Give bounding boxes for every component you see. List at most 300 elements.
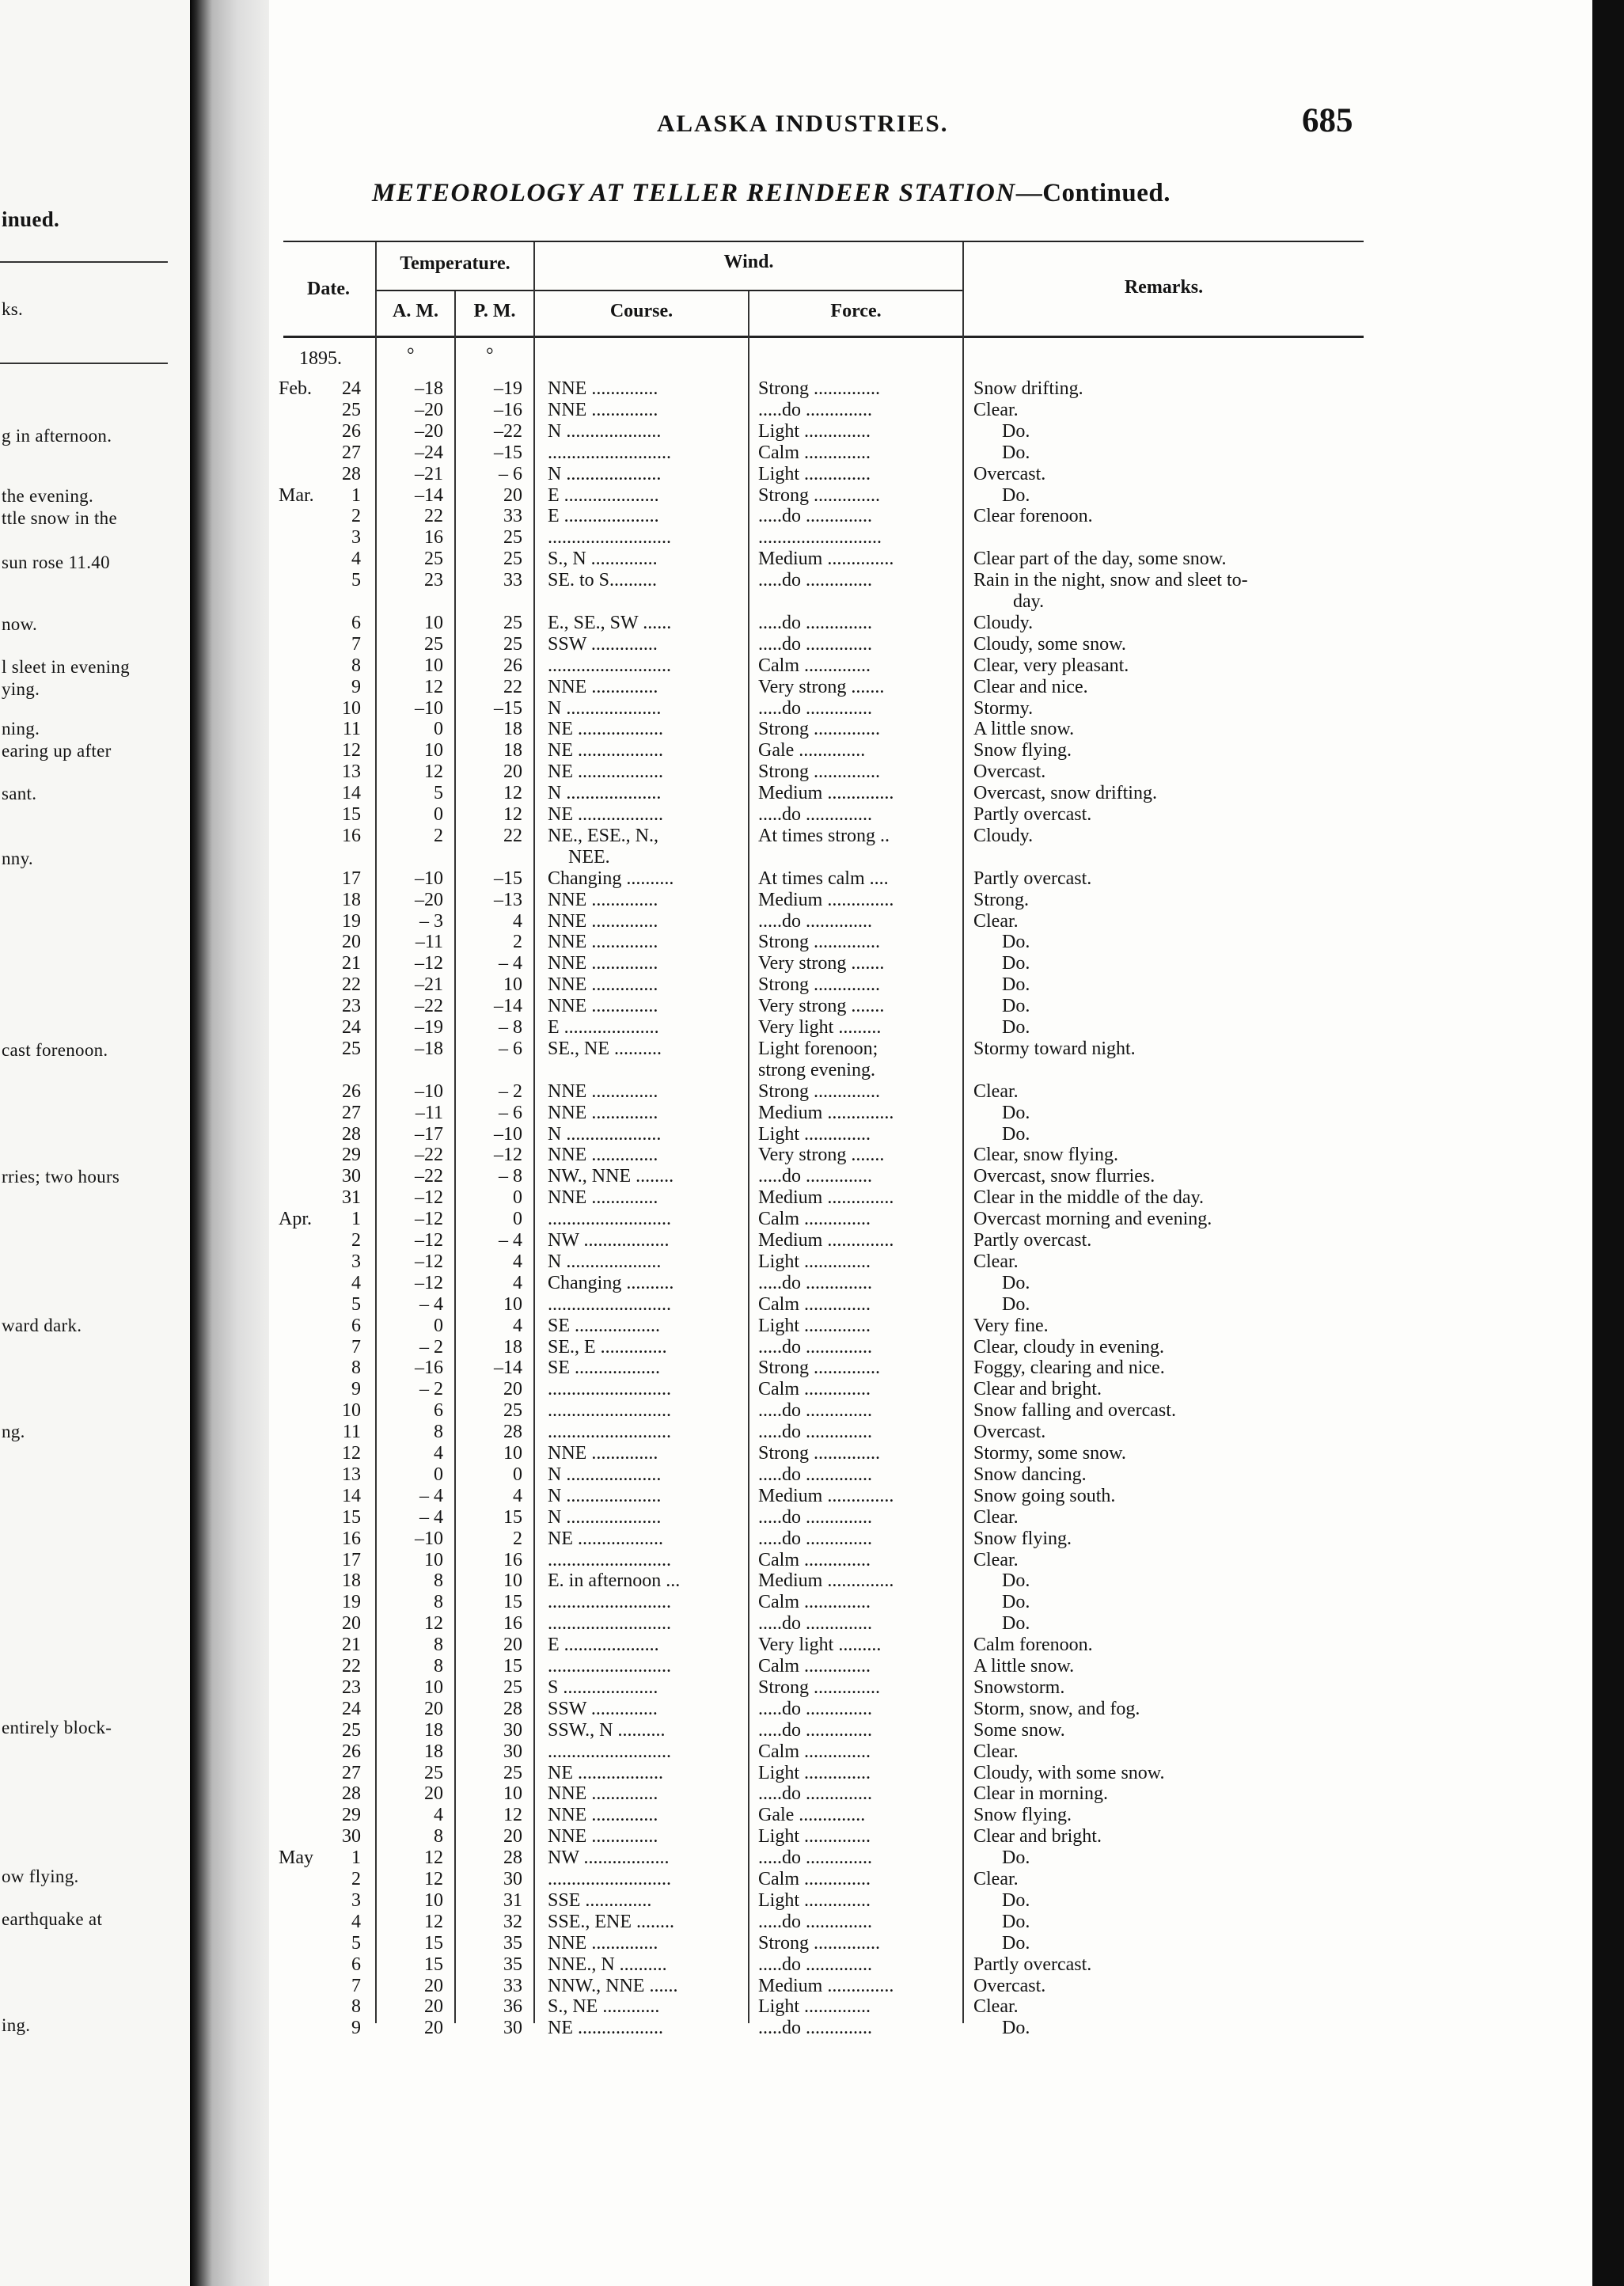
- row-day: 13: [342, 761, 361, 783]
- row-remarks: Snow dancing.: [973, 1464, 1087, 1485]
- row-temp-am: 12: [424, 676, 443, 697]
- row-wind-course: S ....................: [548, 1677, 658, 1698]
- row-wind-course: ..........................: [548, 1741, 671, 1762]
- row-temp-pm: 35: [503, 1954, 522, 1975]
- row-remarks: Clear.: [973, 399, 1019, 420]
- row-temp-pm: 31: [503, 1889, 522, 1911]
- row-wind-course: NE ..................: [548, 804, 663, 825]
- row-month: Apr.: [279, 1209, 312, 1230]
- row-temp-am: –20: [415, 420, 443, 442]
- row-temp-am: 20: [424, 1996, 443, 2018]
- row-day: 24: [342, 1017, 361, 1038]
- row-day: 10: [342, 1400, 361, 1422]
- row-remarks: Snow flying.: [973, 740, 1072, 761]
- row-wind-force: .....do ..............: [758, 1698, 872, 1719]
- row-temp-pm: 30: [503, 1869, 522, 1889]
- row-temp-pm: 30: [503, 1719, 522, 1741]
- row-temp-am: –12: [415, 1251, 443, 1272]
- row-temp-am: –10: [415, 1080, 443, 1102]
- row-month: Mar.: [279, 484, 314, 506]
- row-wind-course: N ....................: [548, 1485, 662, 1506]
- row-temp-pm: 20: [503, 761, 522, 783]
- row-wind-course: NE ..................: [548, 1762, 663, 1783]
- row-wind-force: Calm ..............: [758, 655, 871, 676]
- row-temp-pm: 28: [503, 1847, 522, 1869]
- row-wind-course: ..........................: [548, 1293, 671, 1315]
- row-temp-am: –10: [415, 1528, 443, 1549]
- row-temp-am: 4: [434, 1443, 443, 1464]
- row-wind-course: ..........................: [548, 1869, 671, 1889]
- row-wind-course: N ....................: [548, 1123, 662, 1145]
- row-wind-force: Medium ..............: [758, 783, 894, 804]
- row-temp-pm: 26: [503, 655, 522, 676]
- row-day: 29: [342, 1805, 361, 1826]
- row-temp-pm: 12: [503, 1805, 522, 1826]
- row-day: 6: [351, 1315, 361, 1336]
- header-date: Date.: [307, 279, 350, 299]
- row-wind-course: SSW., N ..........: [548, 1719, 666, 1741]
- row-remarks: Do.: [973, 442, 1030, 463]
- row-temp-am: –18: [415, 1038, 443, 1059]
- row-temp-pm: 4: [513, 1272, 522, 1293]
- row-remarks: Do.: [973, 1911, 1030, 1932]
- row-wind-course: NE ..................: [548, 2018, 663, 2039]
- row-day: 24: [342, 1698, 361, 1719]
- previous-page-line: nny.: [2, 849, 33, 868]
- row-wind-force: .....do ..............: [758, 1719, 872, 1741]
- row-temp-pm: 12: [503, 783, 522, 804]
- row-wind-course: E ....................: [548, 1635, 659, 1656]
- row-wind-course: N ....................: [548, 420, 662, 442]
- row-temp-am: 12: [424, 1847, 443, 1869]
- header-pm: P. M.: [473, 301, 516, 321]
- row-temp-pm: – 6: [499, 1102, 522, 1123]
- previous-page-line: sant.: [2, 784, 37, 803]
- row-temp-pm: 4: [513, 1485, 522, 1506]
- row-temp-am: 15: [424, 1932, 443, 1954]
- row-wind-force: Medium ..............: [758, 889, 894, 910]
- row-day: 25: [342, 1719, 361, 1741]
- row-temp-pm: –19: [494, 378, 522, 399]
- row-day: 12: [342, 740, 361, 761]
- row-temp-am: – 4: [419, 1293, 443, 1315]
- row-remarks: Clear and bright.: [973, 1379, 1102, 1400]
- row-wind-force: Calm ..............: [758, 1741, 871, 1762]
- row-day: 28: [342, 463, 361, 484]
- row-wind-course: ..........................: [548, 1592, 671, 1613]
- row-temp-am: 2: [434, 825, 443, 846]
- row-day: 3: [351, 1251, 361, 1272]
- row-day: 1: [351, 1209, 361, 1230]
- row-day: 27: [342, 1102, 361, 1123]
- row-remarks: Stormy.: [973, 697, 1034, 719]
- row-day: 4: [351, 549, 361, 570]
- row-temp-pm: –14: [494, 996, 522, 1017]
- row-temp-am: 18: [424, 1719, 443, 1741]
- row-temp-am: 8: [434, 1570, 443, 1592]
- row-day: 3: [351, 1889, 361, 1911]
- row-temp-pm: –22: [494, 420, 522, 442]
- row-remarks: Overcast.: [973, 1422, 1046, 1443]
- row-wind-force: .....do ..............: [758, 1464, 872, 1485]
- row-wind-force: At times strong ..: [758, 825, 890, 846]
- row-day: 3: [351, 527, 361, 549]
- row-remarks: Cloudy, some snow.: [973, 633, 1126, 655]
- row-temp-pm: 20: [503, 1379, 522, 1400]
- row-day: 19: [342, 910, 361, 932]
- row-temp-am: 18: [424, 1741, 443, 1762]
- previous-page-line: inued.: [2, 207, 60, 231]
- header-am: A. M.: [393, 301, 438, 321]
- row-temp-am: 8: [434, 1826, 443, 1847]
- row-remarks: Partly overcast.: [973, 1954, 1092, 1975]
- row-wind-force: .....do ..............: [758, 570, 872, 591]
- row-remarks: Some snow.: [973, 1719, 1065, 1741]
- row-month: Feb.: [279, 378, 312, 399]
- row-day: 4: [351, 1272, 361, 1293]
- row-temp-am: –11: [415, 1102, 443, 1123]
- row-day: 12: [342, 1443, 361, 1464]
- row-day: 4: [351, 1911, 361, 1932]
- row-temp-pm: 0: [513, 1209, 522, 1230]
- row-wind-force: Light ..............: [758, 463, 871, 484]
- row-remarks: Do.: [973, 1102, 1030, 1123]
- row-wind-course: NNW., NNE ......: [548, 1975, 678, 1996]
- row-wind-force: Strong ..............: [758, 932, 881, 953]
- row-wind-course: NNE ..............: [548, 1826, 658, 1847]
- row-temp-pm: 25: [503, 1400, 522, 1422]
- row-wind-force: .....do ..............: [758, 1336, 872, 1358]
- row-temp-am: 23: [424, 570, 443, 591]
- row-wind-course: N ....................: [548, 697, 662, 719]
- row-temp-am: – 4: [419, 1506, 443, 1528]
- row-day: 18: [342, 1570, 361, 1592]
- row-wind-force: .....do ..............: [758, 1506, 872, 1528]
- row-wind-course: ..........................: [548, 1549, 671, 1570]
- previous-page-line: cast forenoon.: [2, 1040, 108, 1060]
- row-temp-am: 12: [424, 1613, 443, 1635]
- row-wind-force: Medium ..............: [758, 1187, 894, 1209]
- row-wind-force: Medium ..............: [758, 1570, 894, 1592]
- row-temp-pm: 25: [503, 527, 522, 549]
- row-wind-force: .....do ..............: [758, 399, 872, 420]
- row-wind-course: NNE ..............: [548, 1783, 658, 1805]
- row-remarks: Snow flying.: [973, 1528, 1072, 1549]
- row-remarks: Snow flying.: [973, 1805, 1072, 1826]
- row-temp-am: 8: [434, 1656, 443, 1677]
- row-temp-pm: – 8: [499, 1017, 522, 1038]
- row-temp-pm: –15: [494, 697, 522, 719]
- row-temp-am: –22: [415, 1166, 443, 1187]
- previous-page-line: rries; two hours: [2, 1167, 120, 1187]
- row-day: 15: [342, 1506, 361, 1528]
- row-temp-pm: 18: [503, 1336, 522, 1358]
- row-wind-force: .....do ..............: [758, 1166, 872, 1187]
- row-remarks: Clear, very pleasant.: [973, 655, 1129, 676]
- row-remarks: Cloudy.: [973, 612, 1034, 633]
- row-day: 7: [351, 633, 361, 655]
- row-day: 7: [351, 1336, 361, 1358]
- row-wind-course: NNE ..............: [548, 910, 658, 932]
- row-remarks: Do.: [973, 1123, 1030, 1145]
- row-temp-pm: 18: [503, 719, 522, 740]
- previous-page-line: ying.: [2, 679, 40, 699]
- row-temp-pm: – 6: [499, 1038, 522, 1059]
- row-wind-course: SE., NE ..........: [548, 1038, 662, 1059]
- row-day: 1: [351, 1847, 361, 1869]
- row-remarks: Clear.: [973, 1080, 1019, 1102]
- row-day: 21: [342, 953, 361, 974]
- row-temp-am: 25: [424, 549, 443, 570]
- row-wind-force: Gale ..............: [758, 1805, 866, 1826]
- row-remarks: Clear and bright.: [973, 1826, 1102, 1847]
- scan-border-right: [1592, 0, 1624, 2286]
- row-wind-course: SSE ..............: [548, 1889, 652, 1911]
- row-temp-pm: 20: [503, 1826, 522, 1847]
- row-remarks: Rain in the night, snow and sleet to-: [973, 570, 1248, 591]
- row-wind-force: Very light .........: [758, 1017, 882, 1038]
- row-temp-am: 15: [424, 1954, 443, 1975]
- row-remarks: Snow going south.: [973, 1485, 1116, 1506]
- row-day: 26: [342, 1741, 361, 1762]
- row-temp-pm: 36: [503, 1996, 522, 2018]
- row-temp-am: –14: [415, 484, 443, 506]
- row-wind-force: At times calm ....: [758, 868, 889, 889]
- row-wind-course: SE., E ..............: [548, 1336, 667, 1358]
- row-remarks: Do.: [973, 1613, 1030, 1635]
- row-day: 17: [342, 1549, 361, 1570]
- row-wind-force: Strong ..............: [758, 1443, 881, 1464]
- row-temp-am: 10: [424, 612, 443, 633]
- col-rule-force: [962, 242, 964, 2023]
- row-temp-am: –21: [415, 974, 443, 996]
- row-temp-am: 10: [424, 1677, 443, 1698]
- row-temp-pm: –13: [494, 889, 522, 910]
- row-day: 9: [351, 1379, 361, 1400]
- row-temp-pm: 15: [503, 1656, 522, 1677]
- row-remarks: Clear.: [973, 1741, 1019, 1762]
- row-temp-am: –20: [415, 399, 443, 420]
- row-remarks: Clear, cloudy in evening.: [973, 1336, 1164, 1358]
- row-remarks: Do.: [973, 1592, 1030, 1613]
- row-temp-am: –12: [415, 953, 443, 974]
- row-wind-course: ..........................: [548, 1400, 671, 1422]
- row-wind-force-continued: strong evening.: [758, 1059, 875, 1080]
- row-wind-force: .....do ..............: [758, 1528, 872, 1549]
- row-wind-course: E ....................: [548, 506, 659, 527]
- row-wind-force: Very light .........: [758, 1635, 882, 1656]
- row-temp-am: 20: [424, 1975, 443, 1996]
- row-remarks: Clear.: [973, 1869, 1019, 1889]
- row-day: 31: [342, 1187, 361, 1209]
- row-temp-am: 20: [424, 2018, 443, 2039]
- row-remarks: Partly overcast.: [973, 804, 1092, 825]
- row-temp-pm: 28: [503, 1698, 522, 1719]
- previous-page-line: l sleet in evening: [2, 657, 130, 677]
- row-temp-am: 12: [424, 761, 443, 783]
- row-remarks: A little snow.: [973, 719, 1075, 740]
- row-day: 2: [351, 506, 361, 527]
- row-day: 30: [342, 1826, 361, 1847]
- previous-page-line: ning.: [2, 719, 40, 739]
- row-wind-force: .....do ..............: [758, 1613, 872, 1635]
- row-day: 24: [342, 378, 361, 399]
- table-title-main: METEOROLOGY AT TELLER REINDEER STATION: [372, 179, 1016, 207]
- row-remarks: Snowstorm.: [973, 1677, 1065, 1698]
- row-wind-course: NW ..................: [548, 1230, 670, 1251]
- row-remarks: Do.: [973, 2018, 1030, 2039]
- row-temp-am: 0: [434, 804, 443, 825]
- row-temp-am: 12: [424, 1869, 443, 1889]
- row-wind-force: Strong ..............: [758, 974, 881, 996]
- row-remarks: Foggy, clearing and nice.: [973, 1358, 1165, 1379]
- row-wind-course: SE ..................: [548, 1358, 661, 1379]
- row-temp-am: 20: [424, 1783, 443, 1805]
- row-remarks: Do.: [973, 932, 1030, 953]
- table-title: [372, 179, 1171, 208]
- row-day: 11: [342, 719, 361, 740]
- row-temp-pm: – 2: [499, 1080, 522, 1102]
- row-remarks: Clear, snow flying.: [973, 1145, 1119, 1166]
- row-temp-pm: 20: [503, 1635, 522, 1656]
- row-wind-force: .....do ..............: [758, 1954, 872, 1975]
- row-wind-force: Calm ..............: [758, 1656, 871, 1677]
- row-wind-course: NE ..................: [548, 719, 663, 740]
- row-temp-am: –19: [415, 1017, 443, 1038]
- row-wind-course: NNE ..............: [548, 932, 658, 953]
- row-temp-am: – 3: [419, 910, 443, 932]
- row-wind-course: ..........................: [548, 1422, 671, 1443]
- row-temp-am: –16: [415, 1358, 443, 1379]
- row-day: 8: [351, 655, 361, 676]
- row-temp-am: 0: [434, 1464, 443, 1485]
- row-remarks: Do.: [973, 1932, 1030, 1954]
- row-wind-force: Very strong .......: [758, 676, 885, 697]
- row-day: 20: [342, 932, 361, 953]
- row-wind-course: ..........................: [548, 442, 671, 463]
- row-temp-pm: –14: [494, 1358, 522, 1379]
- row-wind-force: Calm ..............: [758, 1209, 871, 1230]
- row-remarks: Do.: [973, 1570, 1030, 1592]
- row-temp-am: –10: [415, 697, 443, 719]
- degree-mark-am: °: [407, 345, 415, 366]
- row-day: 10: [342, 697, 361, 719]
- previous-page-line: entirely block-: [2, 1718, 112, 1737]
- row-temp-am: 10: [424, 1889, 443, 1911]
- row-wind-course: Changing ..........: [548, 868, 674, 889]
- row-temp-am: 10: [424, 655, 443, 676]
- previous-page-fragment: [0, 0, 190, 2286]
- row-day: 19: [342, 1592, 361, 1613]
- row-temp-am: 22: [424, 506, 443, 527]
- row-temp-am: –12: [415, 1209, 443, 1230]
- row-wind-course: ..........................: [548, 1613, 671, 1635]
- row-temp-pm: 30: [503, 1741, 522, 1762]
- row-remarks-continued: day.: [1013, 591, 1045, 612]
- row-day: 15: [342, 804, 361, 825]
- previous-page-line: g in afternoon.: [2, 426, 112, 446]
- header-temperature: Temperature.: [400, 253, 510, 274]
- row-wind-course: NE ..................: [548, 740, 663, 761]
- row-temp-pm: 10: [503, 1443, 522, 1464]
- row-remarks: Partly overcast.: [973, 868, 1092, 889]
- row-remarks: Clear.: [973, 1506, 1019, 1528]
- row-temp-pm: 10: [503, 1783, 522, 1805]
- row-wind-course: NNE ..............: [548, 1443, 658, 1464]
- row-temp-am: – 4: [419, 1485, 443, 1506]
- row-remarks: Clear.: [973, 1549, 1019, 1570]
- row-wind-force: Medium ..............: [758, 1485, 894, 1506]
- row-day: 26: [342, 420, 361, 442]
- row-wind-course: NNE., N ..........: [548, 1954, 667, 1975]
- row-temp-pm: 18: [503, 740, 522, 761]
- row-temp-am: 4: [434, 1805, 443, 1826]
- col-rule-temp: [533, 242, 535, 2023]
- row-wind-force: .....do ..............: [758, 804, 872, 825]
- row-wind-course: ..........................: [548, 1656, 671, 1677]
- row-wind-force: Calm ..............: [758, 1869, 871, 1889]
- row-wind-course: NNE ..............: [548, 974, 658, 996]
- row-temp-am: –11: [415, 932, 443, 953]
- row-temp-pm: 4: [513, 1315, 522, 1336]
- row-remarks: Clear and nice.: [973, 676, 1088, 697]
- row-remarks: Snow falling and overcast.: [973, 1400, 1176, 1422]
- book-gutter: [190, 0, 269, 2286]
- row-temp-am: 10: [424, 1549, 443, 1570]
- row-wind-course: NE ..................: [548, 1528, 663, 1549]
- row-remarks: Do.: [973, 1889, 1030, 1911]
- row-wind-course: Changing ..........: [548, 1272, 674, 1293]
- previous-page-line: earing up after: [2, 741, 112, 761]
- row-temp-am: 5: [434, 783, 443, 804]
- row-temp-am: – 2: [419, 1336, 443, 1358]
- row-wind-course: N ....................: [548, 1464, 662, 1485]
- row-temp-pm: 20: [503, 484, 522, 506]
- row-wind-force: Calm ..............: [758, 1379, 871, 1400]
- row-remarks: Overcast.: [973, 761, 1046, 783]
- row-temp-pm: – 8: [499, 1166, 522, 1187]
- row-temp-pm: –10: [494, 1123, 522, 1145]
- row-temp-am: –17: [415, 1123, 443, 1145]
- row-wind-course: ..........................: [548, 1209, 671, 1230]
- row-wind-force: Strong ..............: [758, 1932, 881, 1954]
- row-wind-force: Very strong .......: [758, 953, 885, 974]
- row-wind-course: NNE ..............: [548, 1805, 658, 1826]
- row-wind-force: Light ..............: [758, 1762, 871, 1783]
- row-wind-course: NNE ..............: [548, 1080, 658, 1102]
- row-day: 22: [342, 1656, 361, 1677]
- row-remarks: Overcast morning and evening.: [973, 1209, 1212, 1230]
- row-wind-force: Calm ..............: [758, 1592, 871, 1613]
- row-day: 26: [342, 1080, 361, 1102]
- row-temp-am: –22: [415, 996, 443, 1017]
- row-temp-pm: 33: [503, 570, 522, 591]
- col-rule-course: [748, 291, 749, 2023]
- row-temp-pm: 10: [503, 1293, 522, 1315]
- row-temp-pm: 28: [503, 1422, 522, 1443]
- row-remarks: Strong.: [973, 889, 1030, 910]
- row-temp-pm: 4: [513, 910, 522, 932]
- row-wind-course: NNE ..............: [548, 1145, 658, 1166]
- row-temp-pm: – 4: [499, 1230, 522, 1251]
- row-day: 14: [342, 783, 361, 804]
- row-temp-am: 8: [434, 1422, 443, 1443]
- header-bottom-rule: [283, 336, 1364, 338]
- row-wind-force: Light forenoon;: [758, 1038, 878, 1059]
- row-wind-force: .....do ..............: [758, 1400, 872, 1422]
- row-temp-pm: 35: [503, 1932, 522, 1954]
- row-remarks: Overcast, snow drifting.: [973, 783, 1157, 804]
